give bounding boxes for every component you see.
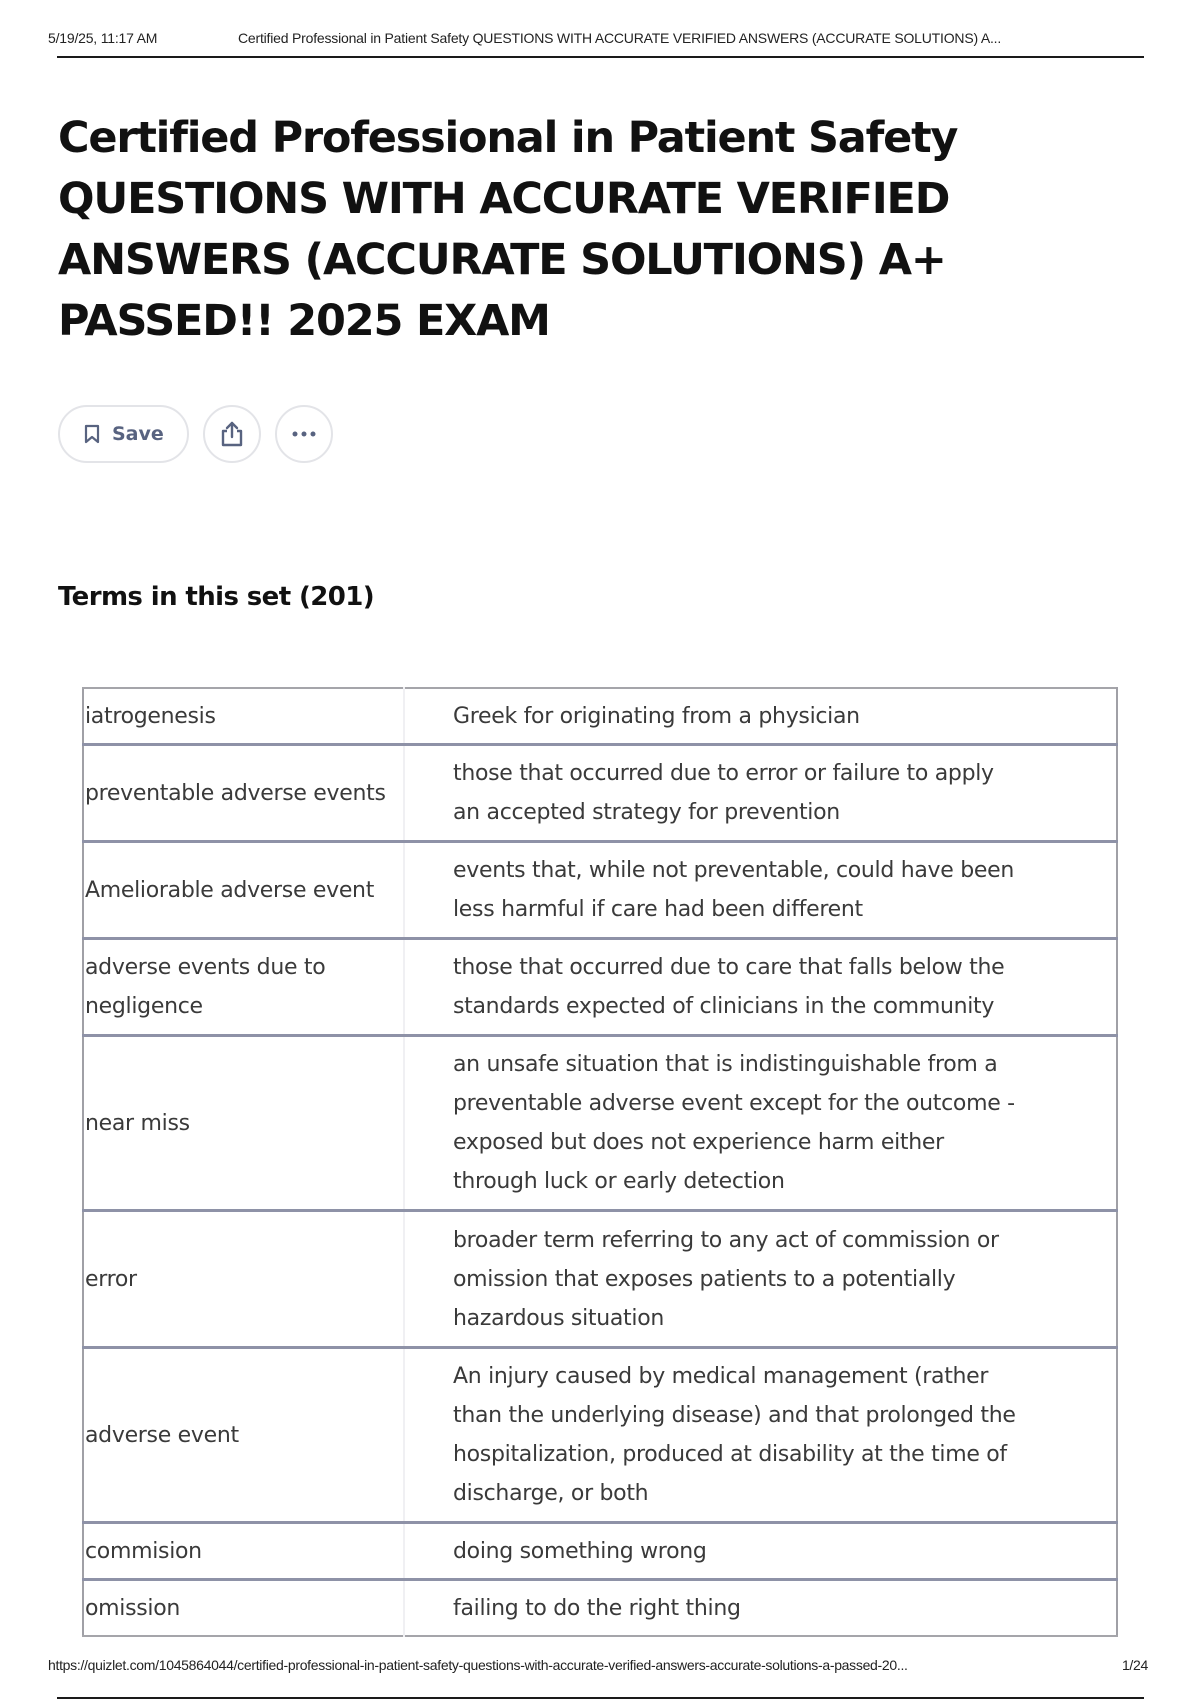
action-bar <box>58 405 333 463</box>
table-row <box>83 842 1117 939</box>
print-datetime: 5/19/25, 11:17 AM <box>48 30 158 46</box>
terms-table <box>82 687 1118 1637</box>
term-cell: near miss <box>83 1036 404 1211</box>
more-options-button[interactable] <box>275 405 333 463</box>
more-horizontal-icon <box>291 430 317 438</box>
definition-cell: those that occurred due to error or failure to apply an accepted strategy for prevention <box>404 745 1117 842</box>
definition-cell: doing something wrong <box>404 1523 1117 1580</box>
term-cell: adverse events due to negligence <box>83 939 404 1036</box>
table-row <box>83 1580 1117 1637</box>
table-row <box>83 688 1117 745</box>
definition-cell: failing to do the right thing <box>404 1580 1117 1637</box>
page-title: Certified Professional in Patient Safety QUESTIONS WITH ACCURATE VERIFIED ANSWERS (ACCURATE SOLUTIONS) A+ PASSED!! 2025 EXAM <box>58 113 958 346</box>
definition-cell: events that, while not preventable, could have been less harmful if care had been different <box>404 842 1117 939</box>
share-icon <box>219 420 245 448</box>
definition-cell: Greek for originating from a physician <box>404 688 1117 745</box>
table-row <box>83 745 1117 842</box>
table-row <box>83 939 1117 1036</box>
term-cell: adverse event <box>83 1348 404 1523</box>
term-cell: omission <box>83 1580 404 1637</box>
definition-cell: An injury caused by medical management (rather than the underlying disease) and that prolonged the hospitalization, produced at disability at the time of discharge, or both <box>404 1348 1117 1523</box>
definition-cell: an unsafe situation that is indistinguishable from a preventable adverse event except for the outcome - exposed but does not experience harm either through luck or early detection <box>404 1036 1117 1211</box>
table-row <box>83 1211 1117 1348</box>
definition-cell: broader term referring to any act of commission or omission that exposes patients to a potentially hazardous situation <box>404 1211 1117 1348</box>
share-button[interactable] <box>203 405 261 463</box>
bookmark-icon <box>84 424 100 444</box>
definition-cell: those that occurred due to care that falls below the standards expected of clinicians in the community <box>404 939 1117 1036</box>
term-cell: error <box>83 1211 404 1348</box>
table-row <box>83 1348 1117 1523</box>
print-header <box>48 28 1143 48</box>
footer-divider <box>57 1697 1144 1699</box>
page-url[interactable]: https://quizlet.com/1045864044/certified-professional-in-patient-safety-questions-with-accurate-verified-answers-accurate-solutions-a-passed-20... <box>48 1657 908 1673</box>
print-footer <box>48 1657 1160 1673</box>
header-divider <box>57 56 1144 58</box>
term-cell: iatrogenesis <box>85 703 216 729</box>
term-cell: commision <box>83 1523 404 1580</box>
table-row <box>83 1036 1117 1211</box>
save-button[interactable] <box>58 405 189 463</box>
save-button-label: Save <box>112 423 164 445</box>
table-row <box>83 1523 1117 1580</box>
terms-count-heading: Terms in this set (201) <box>58 582 375 612</box>
term-cell: preventable adverse events <box>83 745 404 842</box>
term-cell: Ameliorable adverse event <box>83 842 404 939</box>
page-indicator: 1/24 <box>1121 1657 1148 1673</box>
print-document-title: Certified Professional in Patient Safety QUESTIONS WITH ACCURATE VERIFIED ANSWERS (ACCURATE SOLUTIONS) A... <box>238 30 1002 46</box>
